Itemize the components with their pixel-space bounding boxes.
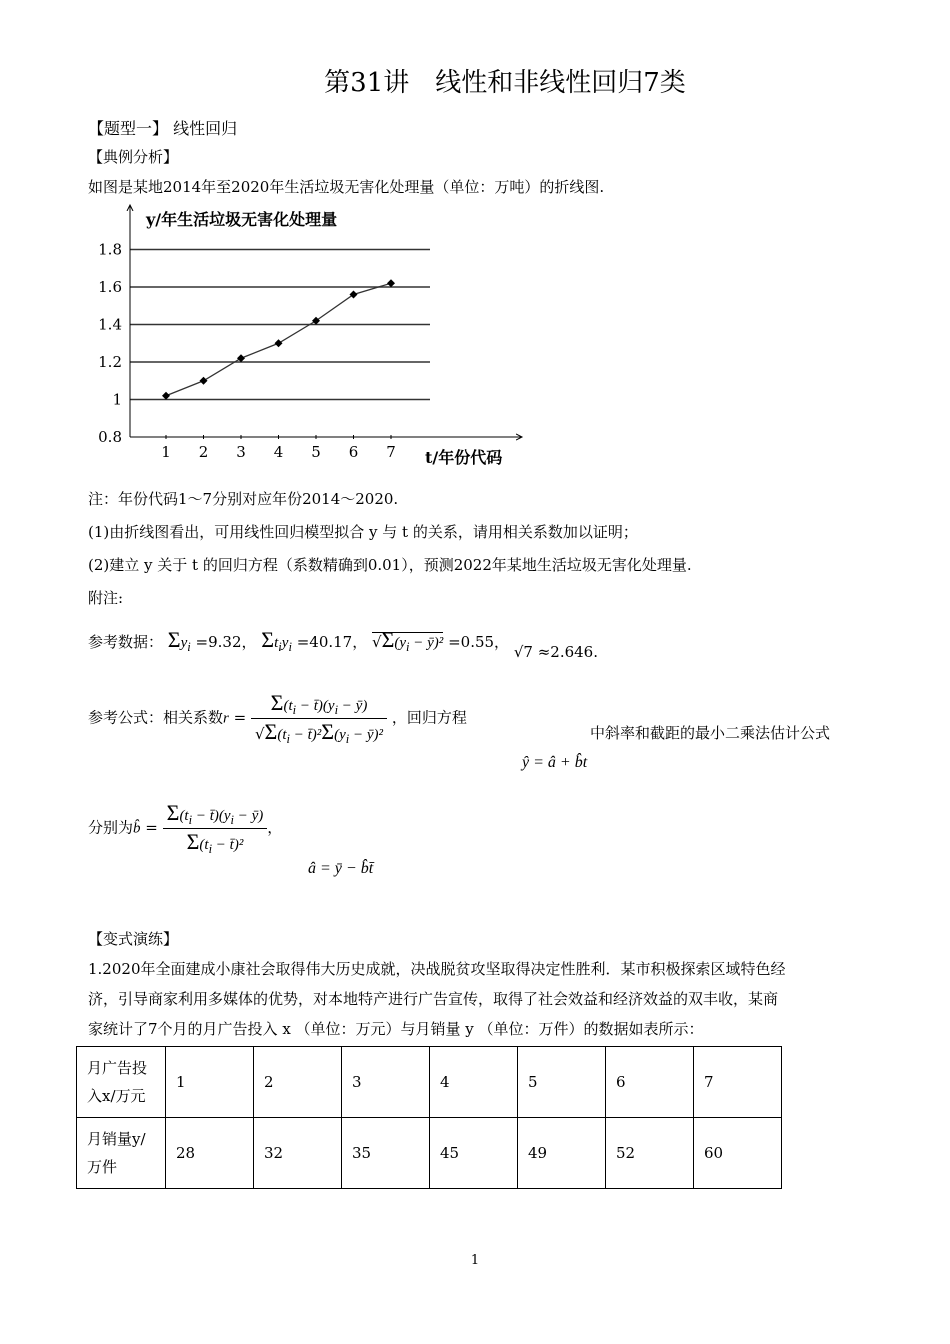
table-cell: 7	[694, 1047, 782, 1118]
x-tick-label: 4	[273, 443, 284, 461]
ref-data-label: 参考数据：	[88, 633, 164, 651]
line-chart	[0, 195, 540, 475]
data-point	[237, 354, 245, 362]
sum-y-value: =9.32，	[195, 633, 257, 651]
y-tick-label: 1	[112, 390, 122, 409]
table-cell: 28	[166, 1118, 254, 1189]
table-cell: 52	[606, 1118, 694, 1189]
y-axis-label: y/年生活垃圾无害化处理量	[146, 210, 338, 229]
table-cell: 3	[342, 1047, 430, 1118]
intro-text: 如图是某地2014年至2020年生活垃圾无害化处理量（单位：万吨）的折线图.	[88, 178, 605, 196]
table-cell: 32	[254, 1118, 342, 1189]
page-title: 第31讲 线性和非线性回归7类	[324, 68, 686, 98]
table-cell: 60	[694, 1118, 782, 1189]
table-cell: 2	[254, 1047, 342, 1118]
page-number: 1	[470, 1253, 480, 1268]
data-point	[275, 339, 283, 347]
practice-heading: 【变式演练】	[88, 930, 179, 948]
table-cell: 45	[430, 1118, 518, 1189]
slope-formula: 分别为b̂ = $\frac{\Sigma(t_i - t̄)(y_i - ȳ)}{\Sigma(t_i - t̄)^2}$ ，	[88, 800, 283, 856]
regression-equation: ŷ = â + b̂t	[522, 754, 588, 771]
intercept-formula: â = ȳ − b̂t̄	[308, 860, 374, 877]
row-header-ad: 月广告投入x/万元	[77, 1047, 166, 1118]
sqrt-sum-value: =0.55，	[448, 633, 510, 651]
sqrt7-value: ≈2.646.	[537, 643, 598, 661]
y-tick-label: 1.4	[98, 315, 122, 334]
question-2: (2)建立 y 关于 t 的回归方程（系数精确到0.01），预测2022年某地生活垃圾无害化处理量.	[88, 556, 692, 574]
x-tick-label: 2	[198, 443, 209, 461]
section-heading: 【题型一】 线性回归	[88, 119, 238, 138]
y-tick-label: 1.6	[98, 278, 122, 296]
practice-line-3: 家统计了7个月的月广告投入 x （单位：万元）与月销量 y （单位：万件）的数据如表所示：	[88, 1020, 704, 1038]
data-point	[350, 291, 358, 299]
sum-ty-value: =40.17，	[296, 633, 368, 651]
y-tick-label: 1.2	[98, 353, 122, 371]
ref-formula-mid: ，回归方程	[391, 708, 467, 727]
table-cell: 4	[430, 1047, 518, 1118]
y-tick-label: 1.8	[98, 240, 122, 259]
note-text: 注：年份代码1～7分别对应年份2014～2020.	[88, 490, 399, 508]
correlation-formula: $\frac{\Sigma(t_i - t̄)(y_i - ȳ)}{√\Sigma(t_i - t̄)^2\Sigma(y_i - ȳ)^2}$	[251, 690, 387, 747]
x-tick-label: 1	[161, 443, 171, 461]
data-point	[312, 317, 320, 325]
reference-data: 参考数据： $\Sigma y_i =9.32$， $\Sigma t_iy_i =40.17$， $√\Sigma(y_i$ − ȳ)² =0.55， √7 ≈2.646.	[88, 627, 598, 661]
data-table	[76, 1046, 782, 1189]
example-heading: 【典例分析】	[88, 148, 179, 166]
respectively-label: 分别为	[88, 818, 134, 837]
x-tick-label: 5	[311, 443, 321, 461]
reference-formula: 参考公式：相关系数r = $\frac{\Sigma(t_i - t̄)(y_i - ȳ)}{√\Sigma(t_i - t̄)^2\Sigma(y_i - ȳ)^2}$ ，回归方程	[88, 690, 467, 746]
x-tick-label: 7	[386, 443, 396, 461]
x-tick-label: 3	[236, 443, 246, 461]
table-cell: 1	[166, 1047, 254, 1118]
ref-formula-label: 参考公式：相关系数	[88, 708, 224, 727]
data-point	[162, 392, 170, 400]
data-point	[387, 279, 395, 287]
ref-formula-end: 中斜率和截距的最小二乘法估计公式	[590, 724, 831, 742]
row-header-sales: 月销量y/万件	[77, 1118, 166, 1189]
table-cell: 6	[606, 1047, 694, 1118]
table-row	[77, 1047, 782, 1118]
table-cell: 35	[342, 1118, 430, 1189]
question-1: (1)由折线图看出，可用线性回归模型拟合 y 与 t 的关系，请用相关系数加以证明；	[88, 523, 638, 541]
x-axis-label: t/年份代码	[425, 448, 503, 467]
appendix-label: 附注:	[88, 589, 124, 607]
table-cell: 49	[518, 1118, 606, 1189]
data-point	[200, 377, 208, 385]
table-row	[77, 1118, 782, 1189]
y-tick-label: 0.8	[98, 428, 122, 446]
practice-line-1: 1.2020年全面建成小康社会取得伟大历史成就，决战脱贫攻坚取得决定性胜利．某市积极探索区域特色经	[88, 960, 786, 978]
x-tick-label: 6	[348, 443, 359, 461]
table-cell: 5	[518, 1047, 606, 1118]
practice-line-2: 济，引导商家利用多媒体的优势，对本地特产进行广告宣传，取得了社会效益和经济效益的双丰收，某商	[88, 990, 779, 1008]
